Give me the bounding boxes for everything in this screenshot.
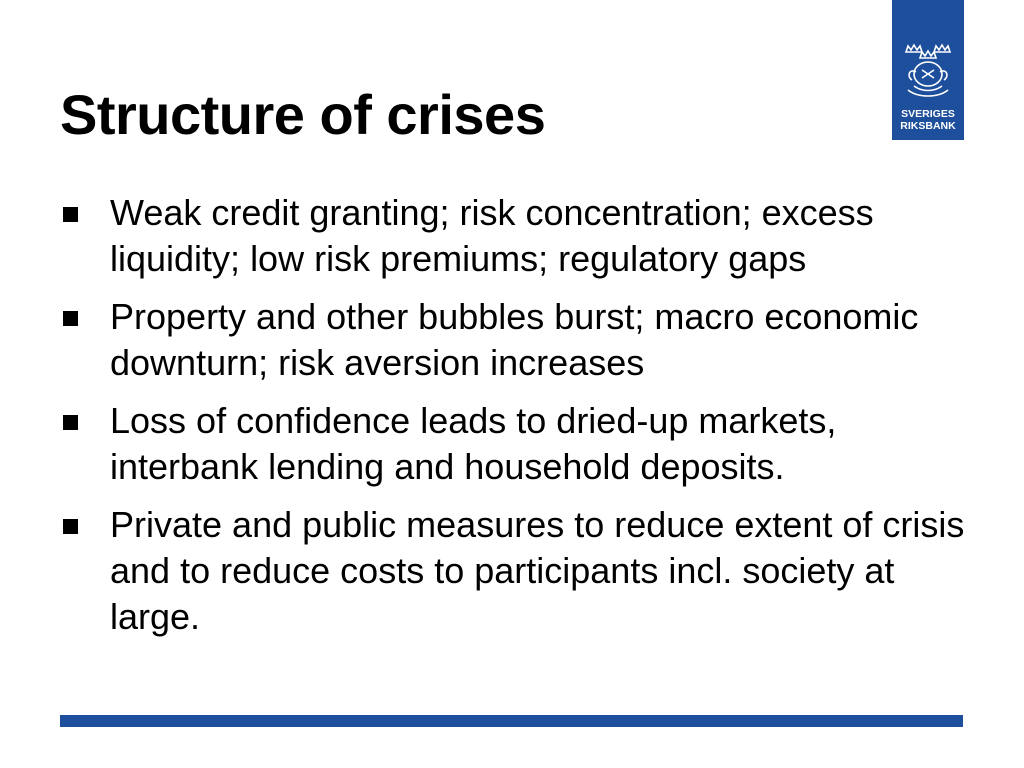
crown-crest-icon [900, 42, 956, 102]
square-bullet-icon [63, 519, 78, 534]
bullet-text: Loss of confidence leads to dried-up markets, interbank lending and household deposits. [110, 400, 837, 487]
bullet-text: Private and public measures to reduce extent of crisis and to reduce costs to participants incl. society at large. [110, 504, 965, 637]
riksbank-logo [892, 0, 964, 140]
bullet-item [60, 502, 970, 640]
bullet-item [60, 190, 970, 282]
logo-text-sveriges: SVERIGES [901, 108, 955, 120]
logo-text-riksbank: RIKSBANK [900, 120, 956, 132]
bullet-text: Weak credit granting; risk concentration; excess liquidity; low risk premiums; regulatory gaps [110, 192, 874, 279]
square-bullet-icon [63, 207, 78, 222]
bullet-item [60, 294, 970, 386]
bullet-item [60, 398, 970, 490]
square-bullet-icon [63, 311, 78, 326]
bullet-text: Property and other bubbles burst; macro economic downturn; risk aversion increases [110, 296, 919, 383]
square-bullet-icon [63, 415, 78, 430]
bullet-list [60, 190, 970, 652]
slide-title: Structure of crises [60, 83, 546, 146]
footer-accent-bar [60, 715, 963, 727]
